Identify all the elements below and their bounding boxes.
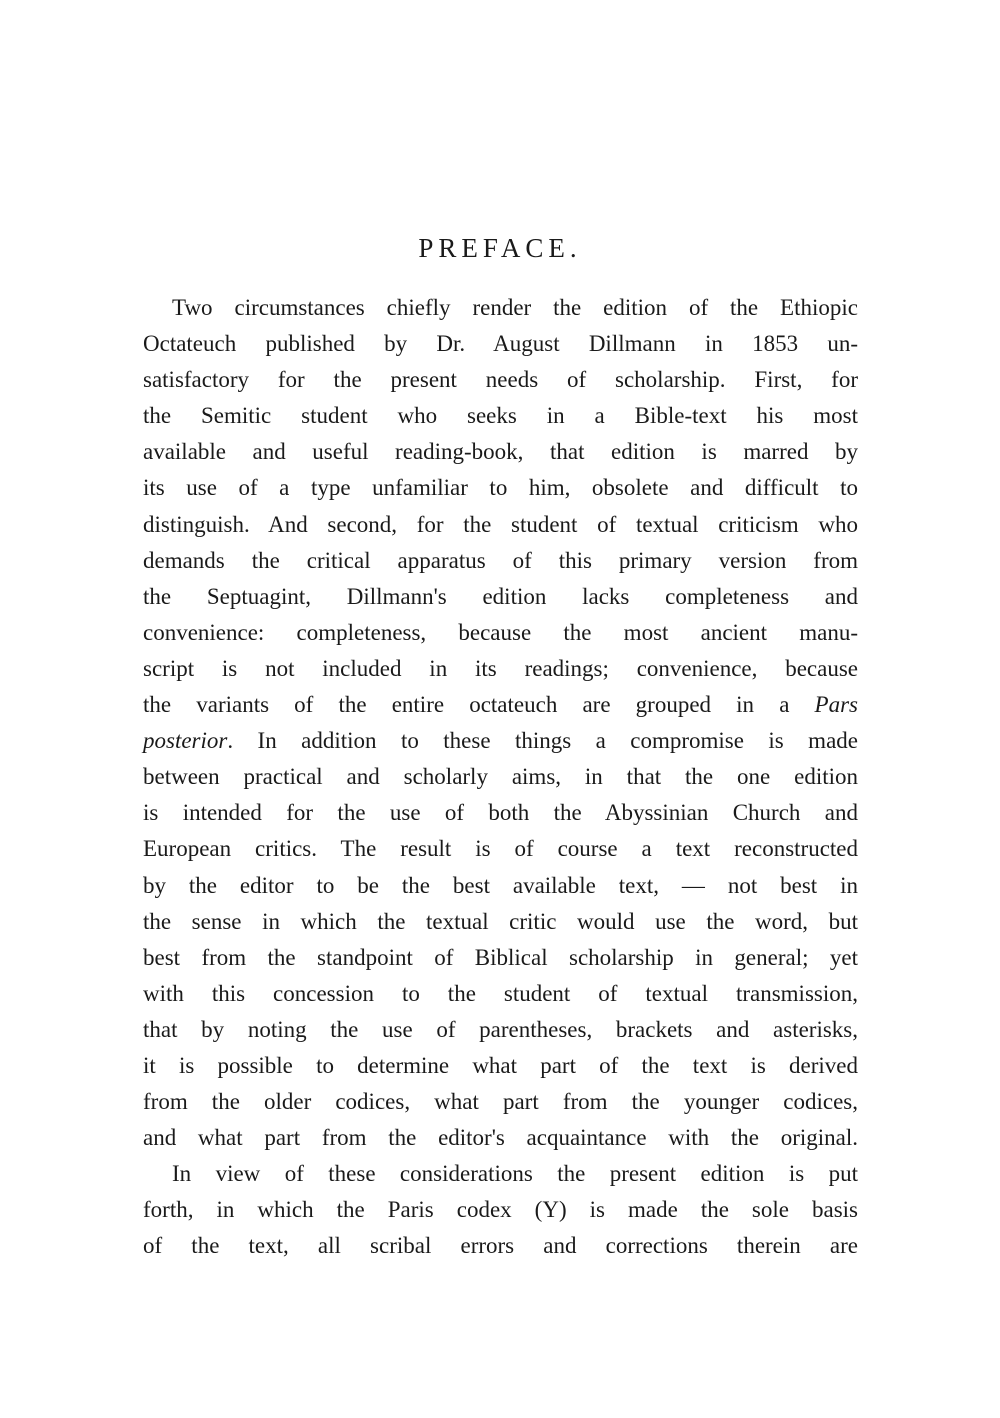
italic-term: posterior: [143, 728, 228, 754]
text-line: the Semitic student who seeks in a Bible-text his most: [143, 403, 858, 429]
text-segment: the variants of the entire octateuch are grouped in a: [143, 692, 790, 718]
text-line: Octateuch published by Dr. August Dillmann in 1853 un-: [143, 331, 858, 357]
text-line: by the editor to be the best available text, — not best in: [143, 872, 858, 898]
text-line: forth, in which the Paris codex (Y) is made the sole basis: [143, 1197, 858, 1223]
text-line: from the older codices, what part from the younger codices,: [143, 1089, 858, 1115]
text-line: In view of these considerations the present edition is put: [172, 1161, 858, 1187]
text-line: is intended for the use of both the Abyssinian Church and: [143, 800, 858, 826]
text-line: available and useful reading-book, that edition is marred by: [143, 439, 858, 465]
text-line: its use of a type unfamiliar to him, obsolete and difficult to: [143, 475, 858, 501]
text-line: it is possible to determine what part of the text is derived: [143, 1052, 858, 1078]
text-line: European critics. The result is of course a text reconstructed: [143, 836, 858, 862]
paragraph-2: [143, 1156, 858, 1264]
text-line: Two circumstances chiefly render the edition of the Ethiopic: [172, 295, 858, 320]
text-line: script is not included in its readings; convenience, because: [143, 655, 858, 681]
text-line: with this concession to the student of textual transmission,: [143, 980, 858, 1006]
text-line: the Septuagint, Dillmann's edition lacks completeness and: [143, 583, 858, 609]
page-title: PREFACE.: [418, 233, 582, 263]
text-line: [143, 687, 858, 723]
text-line: satisfactory for the present needs of scholarship. First, for: [143, 367, 858, 393]
text-line: the sense in which the textual critic would use the word, but: [143, 908, 858, 934]
text-segment: . In addition to these things a compromise is made: [227, 728, 858, 754]
text-line: that by noting the use of parentheses, brackets and asterisks,: [143, 1016, 858, 1042]
text-line: convenience: completeness, because the most ancient manu-: [143, 619, 858, 645]
text-line: [143, 723, 858, 759]
text-line: distinguish. And second, for the student of textual criticism who: [143, 511, 858, 537]
text-line: best from the standpoint of Biblical scholarship in general; yet: [143, 944, 858, 970]
text-line: and what part from the editor's acquaintance with the original.: [143, 1125, 858, 1151]
text-line: between practical and scholarly aims, in that the one edition: [143, 764, 858, 790]
italic-term: Pars: [814, 692, 858, 718]
text-line: of the text, all scribal errors and corrections therein are: [143, 1233, 858, 1259]
preface-body: [143, 290, 858, 1265]
paragraph-1: [143, 290, 858, 1156]
text-line: demands the critical apparatus of this primary version from: [143, 547, 858, 573]
